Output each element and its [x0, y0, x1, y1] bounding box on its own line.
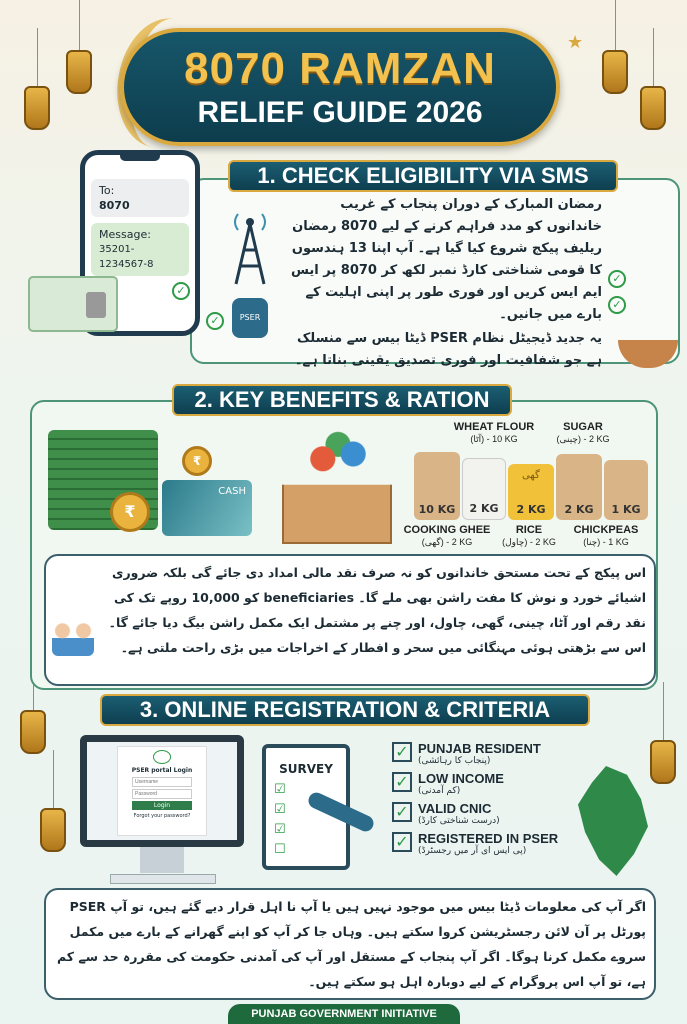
section1-bullet: یہ جدید ڈیجیٹل نظام PSER ڈیٹا بیس سے منسلک ہے جو شفافیت اور فوری تصدیق یقینی بناتا ہے۔: [294, 331, 602, 368]
label-ghee: [400, 524, 494, 548]
portal-title: PSER portal Login: [131, 767, 193, 774]
coin-icon: ₹: [110, 492, 150, 532]
check-icon: ✓: [608, 270, 626, 288]
ration-name: CHICKPEAS: [573, 524, 639, 536]
ration-qty: (چاول) - 2 KG: [502, 537, 556, 547]
lantern-icon: [650, 740, 676, 784]
section2-title: 2. KEY BENEFITS & RATION: [172, 384, 512, 416]
criteria-item: [392, 772, 572, 796]
lantern-icon: [640, 86, 666, 130]
pser-database-icon: PSER: [232, 298, 268, 338]
checkbox-icon: ✓: [392, 802, 412, 822]
check-icon: ✓: [172, 282, 190, 300]
title-banner: [120, 28, 560, 146]
criteria-list: [392, 742, 572, 862]
lantern-icon: [40, 808, 66, 852]
survey-label: SURVEY: [279, 762, 333, 776]
to-value: 8070: [99, 199, 130, 212]
password-input[interactable]: [132, 789, 192, 799]
punjab-map-icon: [578, 766, 648, 876]
bag-rice: 2 KG: [556, 454, 602, 520]
section1-paragraph: رمضان المبارک کے دوران پنجاب کے غریب خاندانوں کو مدد فراہم کرنے کے لیے 8070 رمضان ریلیف پیکج شروع کیا گیا ہے۔ آپ اپنا 13 ہندسوں کا قومی شناختی کارڈ نمبر لکھ کر 8070 پر ایس ایم ایس کریں اور فوری طور پر اپنی اہلیت کے بارے میں جانیں۔: [291, 197, 602, 322]
sms-message: [91, 223, 189, 276]
pser-portal-screen: [87, 742, 237, 840]
section1-text: [284, 194, 602, 372]
section2-paragraph: اس پیکج کے تحت مستحق خاندانوں کو نہ صرف نقد مالی امداد دی جائے گی بلکہ ضروری اشیائے خورد و نوش کا مفت راشن بھی ملے گا۔ beneficiaries کو 10,000 روپے تک کی نقد رقم اور آٹا، چینی، گھی، چاول، اور چنے پر مشتمل ایک مکمل راشن بیگ دیا جائے گا۔ اس سے بڑھتی ہوئی مہنگائی میں سحر و افطار کے اخراجات میں بڑی راحت ملتی ہے۔: [108, 565, 646, 655]
checkbox-icon: ✓: [392, 742, 412, 762]
criteria-label: PUNJAB RESIDENT: [418, 741, 541, 756]
ration-name: RICE: [515, 524, 543, 536]
section1-title: 1. CHECK ELIGIBILITY VIA SMS: [228, 160, 618, 192]
keyboard-icon: [110, 874, 216, 884]
username-input[interactable]: [132, 777, 192, 787]
family-icon: [52, 620, 94, 656]
ration-qty: (چنا) - 1 KG: [583, 537, 629, 547]
section3-paragraph: اگر آپ کی معلومات ڈیٹا بیس میں موجود نہیں ہیں یا آپ نا اہل قرار دیے گئے ہیں، تو آپ PSER پورٹل پر آن لائن رجسٹریشن کروا سکتے ہیں۔ وہاں جا کر آپ کو اپنے گھرانے کے بارے میں مکمل سروے مکمل کرنا ہوگا۔ اگر آپ پنجاب کے مستقل اور آپ کی آمدنی حکومت کی مقررہ حد سے کم ہے، تو آپ اس پروگرام کے لیے دوبارہ اہل ہو سکتے ہیں۔: [56, 899, 646, 989]
criteria-item: [392, 742, 572, 766]
criteria-item: [392, 802, 572, 826]
computer-monitor: [80, 735, 244, 847]
ration-qty: (آٹا) - 10 KG: [470, 434, 518, 444]
bag-chickpeas: 1 KG: [604, 460, 648, 520]
ration-name: COOKING GHEE: [403, 524, 491, 536]
ration-name: SUGAR: [563, 421, 603, 433]
portal-logo-icon: [153, 750, 171, 764]
monitor-stand: [140, 847, 184, 873]
ration-name: WHEAT FLOUR: [453, 421, 535, 433]
bag-ghee: 2 KG: [508, 464, 554, 520]
sms-to: [91, 179, 189, 217]
forgot-password-link[interactable]: Forgot your password?: [133, 813, 191, 819]
cash-card-icon: [162, 480, 252, 536]
checkbox-icon: ✓: [392, 832, 412, 852]
criteria-label: VALID CNIC: [418, 801, 492, 816]
ration-qty: (چینی) - 2 KG: [556, 434, 610, 444]
survey-checklist: ☑ ☑ ☑ ☐: [274, 782, 286, 857]
footer-badge: PUNJAB GOVERNMENT INITIATIVE: [228, 1004, 460, 1024]
label-chickpeas: [566, 524, 646, 548]
groceries-icon: [300, 430, 376, 478]
criteria-urdu: (درست شناختی کارڈ): [418, 816, 500, 826]
ration-qty: (گھی) - 2 KG: [421, 537, 473, 547]
title-line1: 8070 RAMZAN: [184, 44, 496, 93]
title-line2: RELIEF GUIDE 2026: [197, 96, 483, 129]
signal-tower-icon: [228, 210, 272, 286]
criteria-item: [392, 832, 572, 856]
criteria-urdu: (پنجاب کا رہائشی): [418, 756, 491, 766]
login-button[interactable]: Login: [132, 801, 192, 810]
bag-wheat-flour: 10 KG: [414, 452, 460, 520]
label-wheat-flour: [444, 421, 544, 445]
to-label: To:: [99, 184, 115, 197]
bag-sugar: 2 KG: [462, 458, 506, 520]
label-rice: [497, 524, 561, 548]
checkbox-icon: ✓: [392, 772, 412, 792]
section3-title: 3. ONLINE REGISTRATION & CRITERIA: [100, 694, 590, 726]
label-sugar: [548, 421, 618, 445]
check-icon: ✓: [608, 296, 626, 314]
message-value: 35201-1234567-8: [99, 244, 154, 270]
ration-bags: [414, 448, 654, 520]
coin-icon: ₹: [182, 446, 212, 476]
lantern-icon: [602, 50, 628, 94]
message-label: Message:: [99, 228, 151, 241]
ghee-jar-label: گھی: [522, 470, 540, 481]
card-label: CASH: [218, 486, 246, 497]
lantern-icon: [24, 86, 50, 130]
criteria-label: LOW INCOME: [418, 771, 504, 786]
criteria-urdu: (پی ایس ای آر میں رجسٹرڈ): [418, 846, 527, 856]
cnic-card-icon: [28, 276, 118, 332]
star-icon: ★: [567, 32, 584, 53]
criteria-label: REGISTERED IN PSER: [418, 831, 559, 846]
lantern-icon: [20, 710, 46, 754]
criteria-urdu: (کم آمدنی): [418, 786, 461, 796]
lantern-icon: [66, 50, 92, 94]
check-icon: ✓: [206, 312, 224, 330]
